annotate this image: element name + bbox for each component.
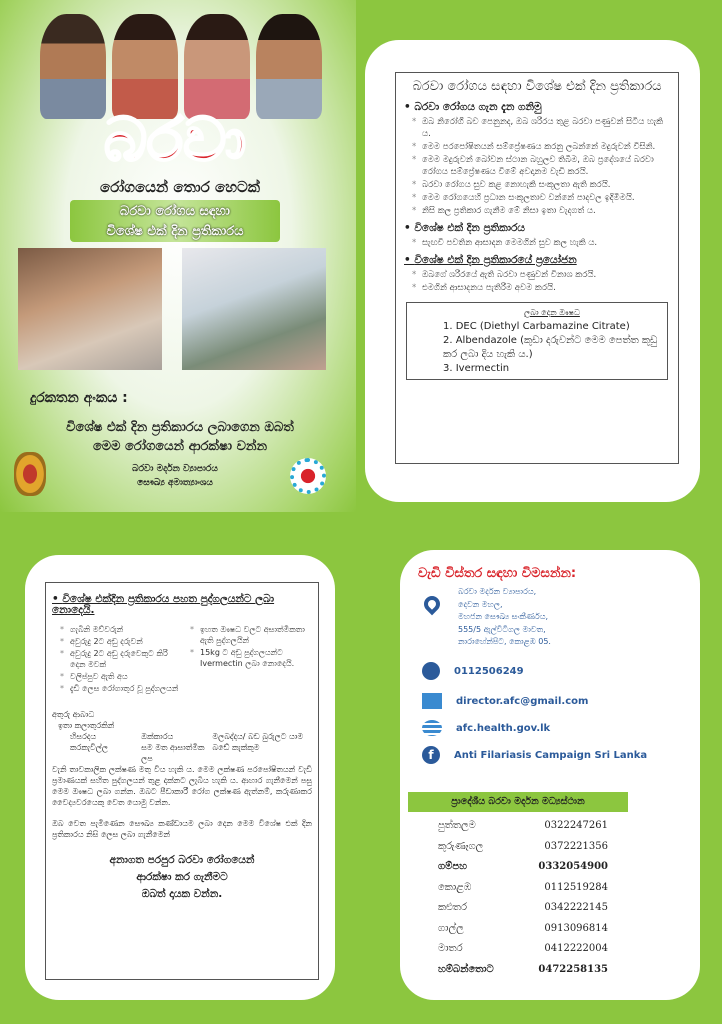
location-pin-icon [421,593,444,616]
list-item: * ගැබිනි මව්වරුන් [52,624,182,635]
email-link[interactable]: director.afc@gmail.com [456,695,589,707]
section-heading: • විශේෂ එක් දින ප්‍රතිකාරයේ ප්‍රයෝජන [404,254,577,266]
center-phone[interactable]: 0322247261 [544,820,608,831]
closing-paragraph: ඔබ වෙත පැමිණෙන සෞඛ්‍ය කණ්ඩායම ලබා දෙන මෙම විශේෂ එක් දින ප්‍රතිකාරය නිසි ලෙස ලබා ගැනීමෙන් [52,819,312,839]
address [458,586,551,649]
list-item: * අවුරුදු 2ට අඩු දරුවන් [52,636,182,647]
medication-hand-photo [182,248,326,370]
side-effect: ඔක්කාරය [141,732,174,741]
list-item: * මෙම රෝගයෙහි ප්‍රධාන සංකූලතාව වන්නේ පාදවල ඉදිමීමයි. [404,192,670,204]
section-heading: • බරවා රෝගය ගැන දැන ගනිමු [404,101,542,113]
list-item: * දැඩි ලෙස රෝගාතුර වූ පුද්ගලයන් [52,683,182,694]
list-item: * මෙම පරපෝෂිතයන් සම්ප්‍රේෂණය කරනු ලබන්නේ මදුරුවන් විසිනි. [404,141,670,153]
phone-row [422,662,524,680]
side-effect: හිසරදය [70,732,97,741]
organization [100,462,250,490]
center-row [438,820,608,841]
exclusion-heading: • විශේෂ එක්දින ප්‍රතිකාරය පහත පුද්ගලයන්ට ලබා නොදෙයි. [52,593,275,616]
phone-number[interactable]: 0112506249 [454,665,524,677]
cover-band [70,200,280,242]
centers-title: ප්‍රාදේශීය බරවා මර්දන මධ්‍යස්ථාන [408,792,628,812]
address-line: දෙවන මහල, [458,599,503,609]
s1-label: බරවා රෝගය ගැන දැන ගනිමු [414,101,542,113]
list-item: * අවුරුදු 2ට අඩු දරුවෙකුට කිරි දෙන මවක් [52,648,182,670]
address-line: බරවා මර්දන ව්‍යාපාරය, [458,587,537,596]
medicines-box [406,302,668,380]
email-row [422,693,588,709]
center-row [438,861,608,882]
center-row [438,841,608,862]
info-panel [365,40,700,502]
facebook-link[interactable]: Anti Filariasis Campaign Sri Lanka [454,749,648,761]
center-phone[interactable]: 0412222004 [544,943,608,954]
sri-lanka-emblem-icon [14,452,46,496]
address-line: මහජන සෞඛ්‍ය සංකීර්ණය, [458,612,549,621]
center-row [438,902,608,923]
phone-icon [422,662,440,680]
center-phone[interactable]: 0913096814 [544,922,608,934]
org-line: සෞඛ්‍ය අමාත්‍යාංශය [137,478,213,488]
cover-title: බරවා [103,105,247,175]
list-item: * මෙම මදුරුවන් බෝවන ස්ථාන බහුලව තිබීම, ඔබ ප්‍රදේශයේ බරවා රෝගය සම්ප්‍රේෂණය වීමේ අවදානම වැඩි කරයි. [404,154,670,178]
contact-title: වැඩි විස්තර සඳහා විමසන්න: [418,566,577,581]
medicine-item: 3. Ivermectin [443,363,510,374]
band-line: විශේෂ එක් දින ප්‍රතිකාරය [106,224,244,239]
address-line: නාරාහේන්පිට, කොළඹ 05. [458,637,551,646]
side-effect: මලබද්දය/ බඩ බුරුලට යාම [212,732,304,741]
final-line: ඔබත් දායක වන්න. [141,888,223,900]
center-row [438,964,608,985]
list-item: * සැඟවී පවතින ආසාදන මෙමගින් සුව කල හැකි ය. [404,237,670,249]
center-phone[interactable]: 0472258135 [538,963,608,975]
center-row [438,943,608,964]
facebook-row [422,746,647,764]
centers-list [438,820,608,984]
exclusion-box [45,582,319,980]
list-item: * ඉහත ඖෂධ වලට අසාත්මිකතා ඇති පුද්ගලයින් [182,624,312,646]
address-line: 555/5 ඇල්විටිගල මාවත, [458,624,546,634]
list-item: * ඔබගේ ශරීරයේ ඇති බරවා පණුවන් විනාශ කරයි. [404,269,670,281]
medicines-title: ලබා දෙන ඖෂධ [524,308,580,317]
section-heading: • විශේෂ එක් දින ප්‍රතිකාරය [404,222,525,234]
center-name: කුරුණෑගල [438,840,484,852]
list-item: * බරවා රෝගය සුව කළ නොහැකි සංකූලතා ඇති කරයි. [404,179,670,191]
center-phone[interactable]: 0112519284 [544,881,608,893]
website-link[interactable]: afc.health.gov.lk [456,722,551,734]
center-row [438,923,608,944]
swollen-leg-photo [18,248,162,370]
s3-label: විශේෂ එක් දින ප්‍රතිකාරයේ ප්‍රයෝජන [414,254,577,266]
final-message [52,852,312,903]
slogan-line: මෙම රෝගයෙන් ආරක්ෂා වන්න [92,439,268,454]
org-line: බරවා මර්දන ව්‍යාපාරය [132,464,218,474]
cover-panel [0,0,356,512]
medicine-item: 1. DEC (Diethyl Carbamazine Citrate) [443,321,630,332]
center-row [438,882,608,903]
list-item: * වලිප්පුව ඇති අය [52,671,182,682]
center-phone[interactable]: 0332054900 [538,861,608,872]
center-name: ගම්පහ [438,861,467,872]
side-effect: කරකැවිල්ල [70,743,109,752]
exclusion-heading-text: විශේෂ එක්දින ප්‍රතිකාරය පහත පුද්ගලයන්ට ලබා නොදෙයි. [52,593,275,616]
info-box [395,72,679,464]
side-effect: බඩේ කැක්කුම [212,743,260,752]
center-name: කළුතර [438,902,468,913]
cover-subtitle: රෝගයෙන් තොර හෙටක් [100,178,260,196]
list-item: * නිසි කල ප්‍රතිකාර ගැනීම මේ නිසා ඉතා වැදගත් ය. [404,205,670,217]
center-name: ගාල්ල [438,922,464,934]
list-item: * 15kg ට අඩු පුද්ගලයන්ට Ivermectin ලබා නොදෙයි. [182,647,312,669]
email-icon [422,693,442,709]
globe-icon [422,720,442,736]
exclusion-panel [25,555,335,1000]
s2-label: විශේෂ එක් දින ප්‍රතිකාරය [414,222,525,234]
final-line: ආරක්ෂා කර ගැනීමට [136,871,228,883]
side-effect: සම මත ආසාත්මික ලප [141,743,205,763]
center-name: හම්බන්තොට [438,963,494,975]
campaign-logo-icon [290,458,326,494]
list-item: * ඔබ නිරෝගී බව පෙනුනද, ඔබ ශරීරය තුළ බරවා පණුවන් සිටිය හැකි ය. [404,116,670,140]
center-name: පුත්තලම [438,820,476,831]
side-effects-paragraph: වැනි තාවකාලික ලක්ෂණ මතු විය හැකි ය. මෙම ලක්ෂණ පරපෝෂිතයන් වැඩි ප්‍රමාණයක් සහිත පුද්ගලයන් තුළ දක්නට ලැබිය හැකි ය. ආහාර ගැනීමෙන් පසු මෙම ඖෂධ ලබා ගන්න. ඔබට පීඩාකාරී රෝග ලක්ෂණ ඇත්නම්, කරුණාකර වෛද්‍යවරයෙකු වෙත යොමු වන්න. [52,765,312,807]
center-name: කොළඹ [438,881,472,893]
slogan-line: විශේෂ එක් දින ප්‍රතිකාරය ලබාගෙන ඔබත් [66,420,294,435]
center-phone[interactable]: 0342222145 [544,902,608,913]
center-phone[interactable]: 0372221356 [544,840,608,852]
side-effects-sub: ඉතා කලාතුරකින් [58,721,115,730]
contact-panel [400,550,700,1000]
medicine-item: 2. Albendazole (කුඩා දරුවන්ට මෙම පෙත්ත කුඩු කර ලබා දිය හැකි ය.) [443,335,658,360]
center-name: මාතර [438,943,463,954]
side-effects-title: අතුරු ආබාධ [52,710,95,719]
info-title: බරවා රෝගය සඳහා විශේෂ එක් දින ප්‍රතිකාරය [412,79,662,94]
hotline-label: දුරකතන අංකය : [30,390,128,406]
web-row [422,720,550,736]
final-line: අනාගත පරපුර බරවා රෝගයෙන් [109,854,255,866]
band-line: බරවා රෝගය සඳහා [120,204,230,219]
facebook-icon: f [422,746,440,764]
cover-slogan [20,418,340,456]
list-item: * එමගින් ආසාදනය පැතිරීම අවම කරයි. [404,282,670,294]
